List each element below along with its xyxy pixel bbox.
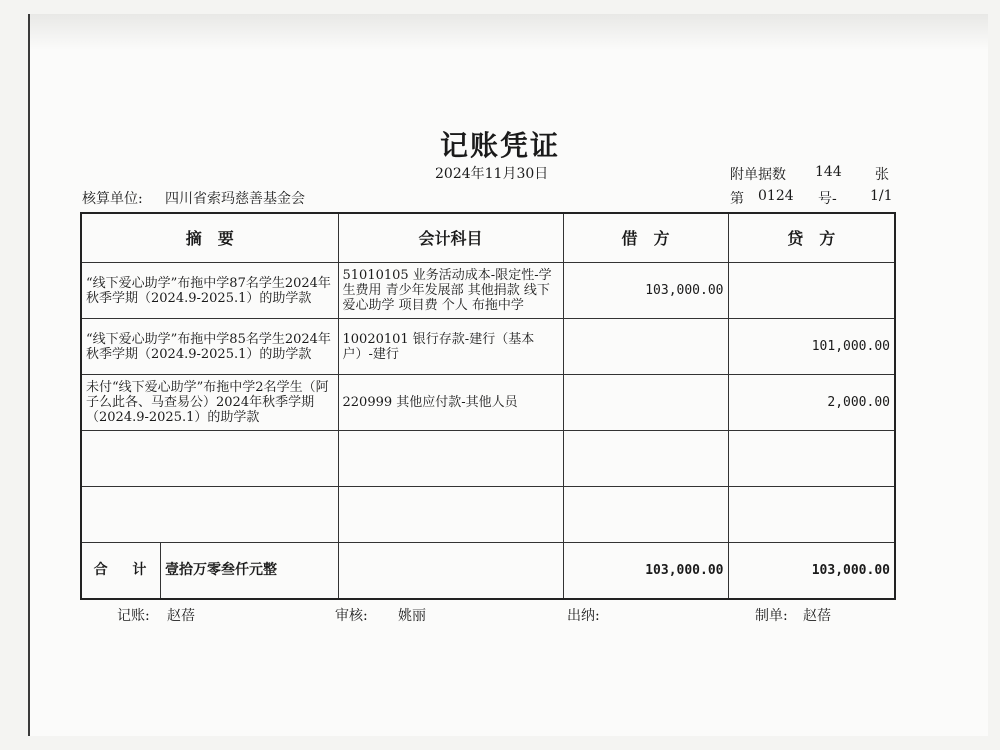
reviewer-name: 姚丽 [398, 608, 426, 624]
row-debit [563, 431, 728, 487]
row-summary [81, 487, 338, 543]
row-summary: “线下爱心助学”布拖中学87名学生2024年秋季学期（2024.9-2025.1）的助学款 [81, 263, 338, 319]
table-row [81, 319, 895, 375]
preparer-label: 制单: [755, 608, 788, 624]
row-debit [563, 487, 728, 543]
organization-label: 核算单位: [82, 191, 143, 207]
row-account: 220999 其他应付款-其他人员 [338, 375, 563, 431]
row-credit [728, 487, 895, 543]
attachments-unit: 张 [875, 167, 889, 183]
bookkeeper-label: 记账: [117, 608, 150, 624]
total-account-empty [338, 543, 563, 600]
header-debit: 借 方 [563, 213, 728, 263]
row-debit [563, 319, 728, 375]
header-credit: 贷 方 [728, 213, 895, 263]
table-row [81, 431, 895, 487]
voucher-title: 记账凭证 [439, 129, 560, 162]
total-credit: 103,000.00 [728, 543, 895, 600]
organization-name: 四川省索玛慈善基金会 [165, 191, 305, 207]
row-account: 10020101 银行存款-建行（基本户）-建行 [338, 319, 563, 375]
reviewer-label: 审核: [335, 608, 368, 624]
paper-top-shadow [30, 14, 988, 50]
row-credit [728, 431, 895, 487]
voucher-date: 2024年11月30日 [435, 166, 549, 182]
voucher-number: 0124 [758, 188, 794, 204]
row-credit: 2,000.00 [728, 375, 895, 431]
total-row [81, 543, 895, 600]
attachments-label: 附单据数 [730, 167, 786, 183]
row-account: 51010105 业务活动成本-限定性-学生费用 青少年发展部 其他捐款 线下爱心助学 项目费 个人 布拖中学 [338, 263, 563, 319]
table-row [81, 487, 895, 543]
row-debit [563, 375, 728, 431]
attachments-count: 144 [815, 164, 842, 180]
table-row [81, 263, 895, 319]
total-cell [81, 543, 338, 600]
total-debit: 103,000.00 [563, 543, 728, 600]
header-summary: 摘 要 [81, 213, 338, 263]
total-amount-in-words: 壹拾万零叁仟元整 [165, 562, 277, 578]
row-summary [81, 431, 338, 487]
row-account [338, 431, 563, 487]
row-account [338, 487, 563, 543]
row-credit: 101,000.00 [728, 319, 895, 375]
preparer-name: 赵蓓 [803, 608, 831, 624]
total-label: 合 计 [82, 543, 161, 598]
voucher-page-number: 1/1 [870, 188, 893, 204]
row-summary: 未付“线下爱心助学”布拖中学2名学生（阿子么此各、马查易公）2024年秋季学期（2024.9-2025.1）的助学款 [81, 375, 338, 431]
table-row [81, 375, 895, 431]
row-debit: 103,000.00 [563, 263, 728, 319]
bookkeeper-name: 赵蓓 [167, 608, 195, 624]
voucher-table [80, 212, 896, 600]
voucher-number-suffix: 号- [818, 191, 837, 207]
cashier-label: 出纳: [567, 608, 600, 624]
row-credit [728, 263, 895, 319]
header-account: 会计科目 [338, 213, 563, 263]
voucher-number-prefix: 第 [730, 191, 744, 207]
table-header-row [81, 213, 895, 263]
row-summary: “线下爱心助学”布拖中学85名学生2024年秋季学期（2024.9-2025.1）的助学款 [81, 319, 338, 375]
